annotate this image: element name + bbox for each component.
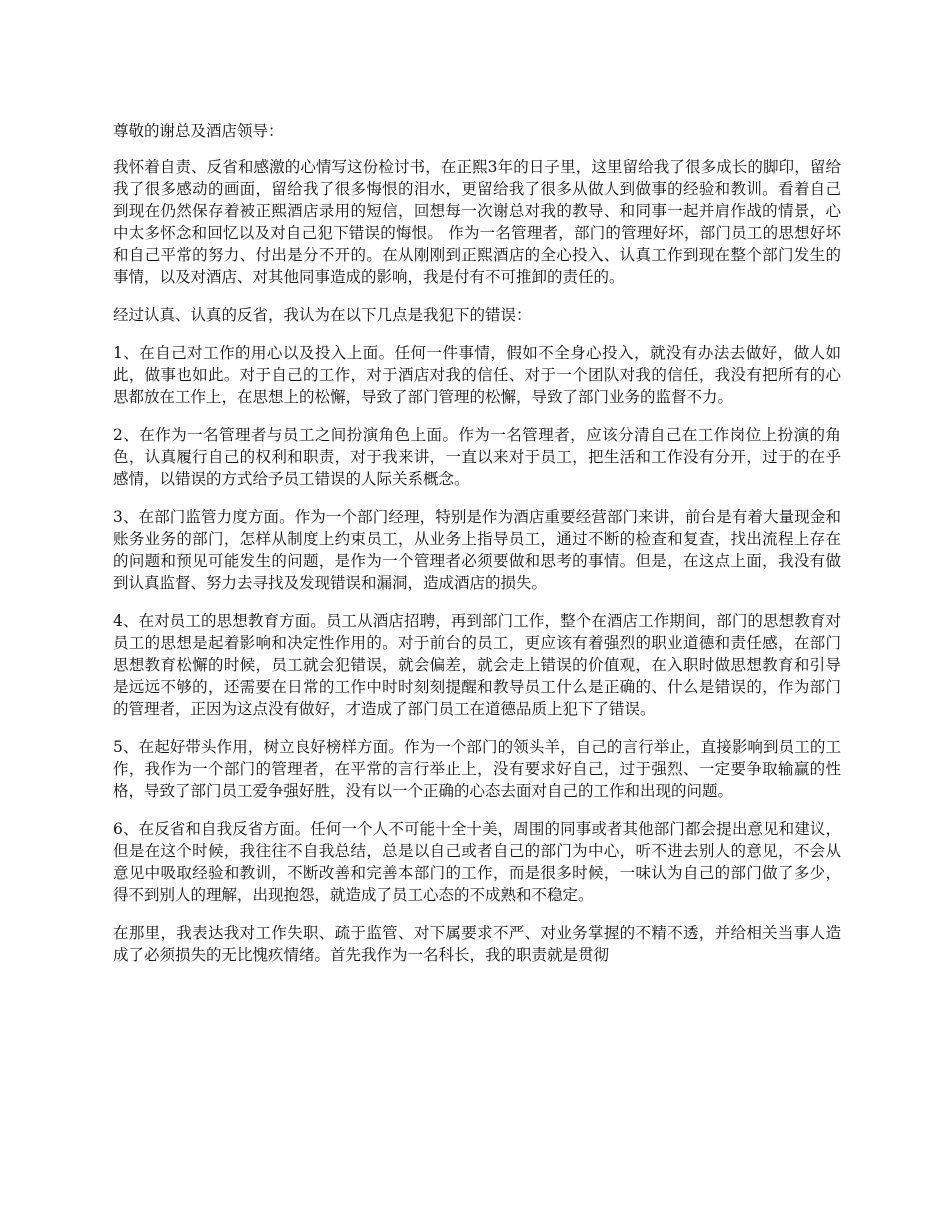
salutation: 尊敬的谢总及酒店领导： <box>113 122 284 140</box>
paragraph-point-4: 4、在对员工的思想教育方面。员工从酒店招聘，再到部门工作，整个在酒店工作期间，部门的思想教育对员工的思想是起着影响和决定性作用的。对于前台的员工，更应该有着强烈的职业道德和责任感，在部门思想教育松懈的时候，员工就会犯错误，就会偏差，就会走上错误的价值观，在入职时做思想教育和引导是远远不够的，还需要在日常的工作中时时刻刻提醒和教导员工什么是正确的、什么是错误的，作为部门的管理者，正因为这点没有做好，才造成了部门员工在道德品质上犯下了错误。 <box>113 612 841 718</box>
paragraph-point-6: 6、在反省和自我反省方面。任何一个人不可能十全十美，周围的同事或者其他部门都会提出意见和建议，但是在这个时候，我往往不自我总结，总是以自己或者自己的部门为中心，听不进去别人的意见，不会从意见中吸取经验和教训，不断改善和完善本部门的工作，而是很多时候，一味认为自己的部门做了多少，得不到别人的理解，出现抱怨，就造成了员工心态的不成熟和不稳定。 <box>113 820 841 904</box>
paragraph-reflection: 经过认真、认真的反省，我认为在以下几点是我犯下的错误： <box>113 306 532 324</box>
paragraph-intro: 我怀着自责、反省和感激的心情写这份检讨书，在正熙3年的日子里，这里留给我了很多成长的脚印，留给我了很多感动的画面，留给我了很多悔恨的泪水，更留给我了很多从做人到做事的经验和教训。看着自己到现在仍然保存着被正熙酒店录用的短信，回想每一次谢总对我的教导、和同事一起并肩作战的情景，心中太多怀念和回忆以及对自己犯下错误的悔恨。 作为一名管理者，部门的管理好坏，部门员工的思想好坏和自己平常的努力、付出是分不开的。在从刚刚到正熙酒店的全心投入、认真工作到现在整个部门发生的事情，以及对酒店、对其他同事造成的影响，我是付有不可推卸的责任的。 <box>113 158 841 286</box>
document-body <box>113 120 841 982</box>
paragraph-point-1: 1、在自己对工作的用心以及投入上面。任何一件事情，假如不全身心投入，就没有办法去做好，做人如此，做事也如此。对于自己的工作，对于酒店对我的信任、对于一个团队对我的信任，我没有把所有的心思都放在工作上，在思想上的松懈，导致了部门管理的松懈，导致了部门业务的监督不力。 <box>113 344 841 406</box>
paragraph-point-3: 3、在部门监管力度方面。作为一个部门经理，特别是作为酒店重要经营部门来讲，前台是有着大量现金和账务业务的部门，怎样从制度上约束员工，从业务上指导员工，通过不断的检查和复查，找出流程上存在的问题和预见可能发生的问题，是作为一个管理者必须要做和思考的事情。但是，在这点上面，我没有做到认真监督、努力去寻找及发现错误和漏洞，造成酒店的损失。 <box>113 508 841 592</box>
paragraph-point-2: 2、在作为一名管理者与员工之间扮演角色上面。作为一名管理者，应该分清自己在工作岗位上扮演的角色，认真履行自己的权利和职责，对于我来讲，一直以来对于员工，把生活和工作没有分开，过于的在乎感情，以错误的方式给予员工错误的人际关系概念。 <box>113 426 841 488</box>
paragraph-closing: 在那里，我表达我对工作失职、疏于监管、对下属要求不严、对业务掌握的不精不透，并给相关当事人造成了必须损失的无比愧疚情绪。首先我作为一名科长，我的职责就是贯彻 <box>113 924 841 964</box>
paragraph-point-5: 5、在起好带头作用，树立良好榜样方面。作为一个部门的领头羊，自己的言行举止，直接影响到员工的工作，我作为一个部门的管理者，在平常的言行举止上，没有要求好自己，过于强烈、一定要争取输赢的性格，导致了部门员工爱争强好胜，没有以一个正确的心态去面对自己的工作和出现的问题。 <box>113 738 841 800</box>
